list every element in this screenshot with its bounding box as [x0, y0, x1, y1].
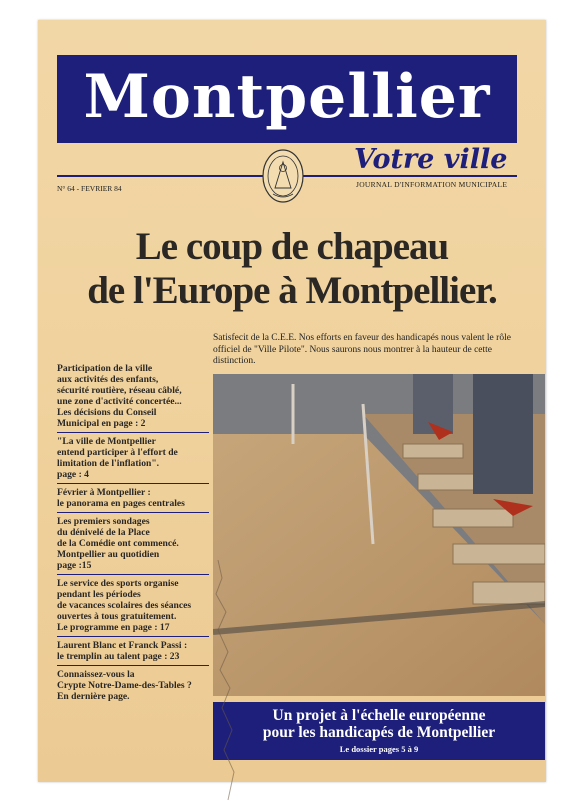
masthead-tagline: JOURNAL D'INFORMATION MUNICIPALE [356, 180, 508, 189]
headline-line-1: Le coup de chapeau [135, 225, 449, 268]
contents-item: Février à Montpellier : le panorama en pages centrales [57, 484, 209, 513]
banner-page-ref: Le dossier pages 5 à 9 [339, 744, 419, 754]
contents-item: Participation de la ville aux activités des enfants, sécurité routière, réseau câblé, une zone d'activité concertée... Les décisions du Conseil Municipal en page : 2 [57, 360, 209, 433]
masthead-banner [57, 55, 517, 143]
headline-line-2: de l'Europe à Montpellier. [87, 269, 497, 312]
banner-line-2: pour les handicapés de Montpellier [262, 724, 496, 741]
contents-item: Connaissez-vous la Crypte Notre-Dame-des-Tables ? En dernière page. [57, 669, 192, 702]
newspaper-page [38, 20, 546, 782]
masthead-subtitle: Votre ville [354, 144, 508, 175]
masthead-title: Montpellier [83, 62, 491, 132]
lead-paragraph: Satisfecit de la C.E.E. Nos efforts en faveur des handicapés nous valent le rôle officiel de "Ville Pilote". Nous saurons nous montrer à la hauteur de cette distinction. [213, 333, 511, 366]
contents-item: Laurent Blanc et Franck Passi : le tremplin au talent page : 23 [57, 637, 209, 666]
city-crest-icon [261, 148, 305, 204]
contents-column [57, 360, 209, 705]
main-headline [38, 225, 546, 313]
contents-item: "La ville de Montpellier entend participer à l'effort de limitation de l'inflation". page : 4 [57, 433, 209, 484]
paper-tear [188, 560, 268, 800]
contents-item: Les premiers sondages du dénivelé de la Place de la Comédie ont commencé. Montpellier au quotidien page :15 [57, 513, 209, 575]
issue-number: N° 64 - FEVRIER 84 [57, 184, 122, 193]
banner-line-1: Un projet à l'échelle européenne [272, 707, 486, 724]
contents-item: Le service des sports organise pendant les périodes de vacances scolaires des séances ouvertes à tous gratuitement. Le programme en page : 17 [57, 575, 209, 637]
